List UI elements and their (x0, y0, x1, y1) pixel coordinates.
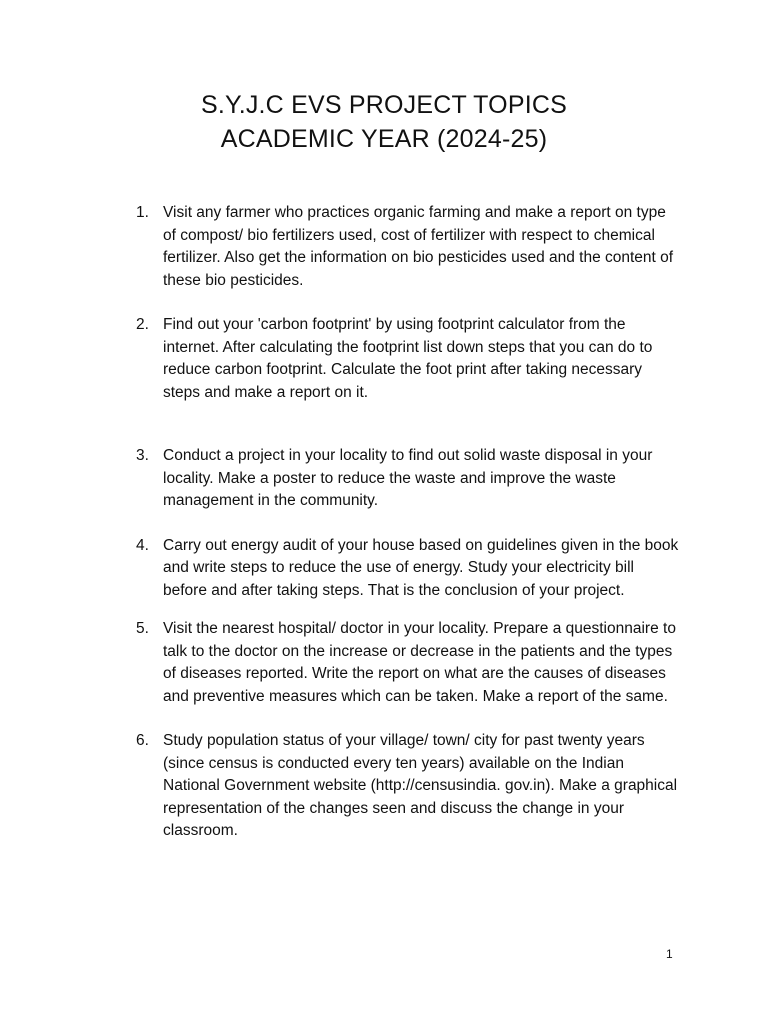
list-item-number: 4. (136, 536, 149, 554)
list-item (136, 314, 681, 404)
title-line-1: S.Y.J.C EVS PROJECT TOPICS (201, 91, 567, 119)
title-line-2: ACADEMIC YEAR (2024-25) (220, 125, 548, 153)
list-item (136, 730, 681, 843)
project-topics-list (136, 202, 681, 843)
list-item-text: Visit any farmer who practices organic farming and make a report on type of compost/ bio fertilizers used, cost of fertilizer with respect to chemical fertilizer. Also get the information on bio pesticides used and the content of these bio pesticides. (163, 204, 674, 289)
page-number: 1 (666, 947, 673, 961)
list-item-number: 3. (136, 447, 149, 464)
list-item-text: Carry out energy audit of your house based on guidelines given in the book and write steps to reduce the use of energy. Study your electricity bill before and after taking steps. That is the conclusion of your project. (163, 536, 679, 599)
list-item-number: 1. (136, 204, 149, 221)
list-item-number: 2. (136, 316, 149, 333)
list-item-number: 5. (136, 620, 149, 637)
list-item-number: 6. (136, 732, 149, 749)
list-item (136, 445, 681, 513)
list-item (136, 535, 681, 603)
list-item (136, 202, 681, 292)
list-item-text: Conduct a project in your locality to find out solid waste disposal in your locality. Make a poster to reduce the waste and improve the waste management in the community. (163, 447, 653, 509)
list-item-text: Study population status of your village/ town/ city for past twenty years (since census is conducted every ten years) available on the Indian National Government website (http://censusindia. gov.in). Make a graphical representation of the changes seen and discuss the change in your classroom. (163, 732, 678, 839)
list-item-text: Find out your 'carbon footprint' by using footprint calculator from the internet. After calculating the footprint list down steps that you can do to reduce carbon footprint. Calculate the foot print after taking necessary steps and make a report on it. (163, 316, 653, 401)
list-item (136, 618, 681, 708)
list-item-text: Visit the nearest hospital/ doctor in your locality. Prepare a questionnaire to talk to the doctor on the increase or decrease in the patients and the types of diseases reported. Write the report on what are the causes of diseases and preventive measures which can be taken. Make a report of the same. (163, 620, 676, 705)
document-title (0, 88, 768, 156)
